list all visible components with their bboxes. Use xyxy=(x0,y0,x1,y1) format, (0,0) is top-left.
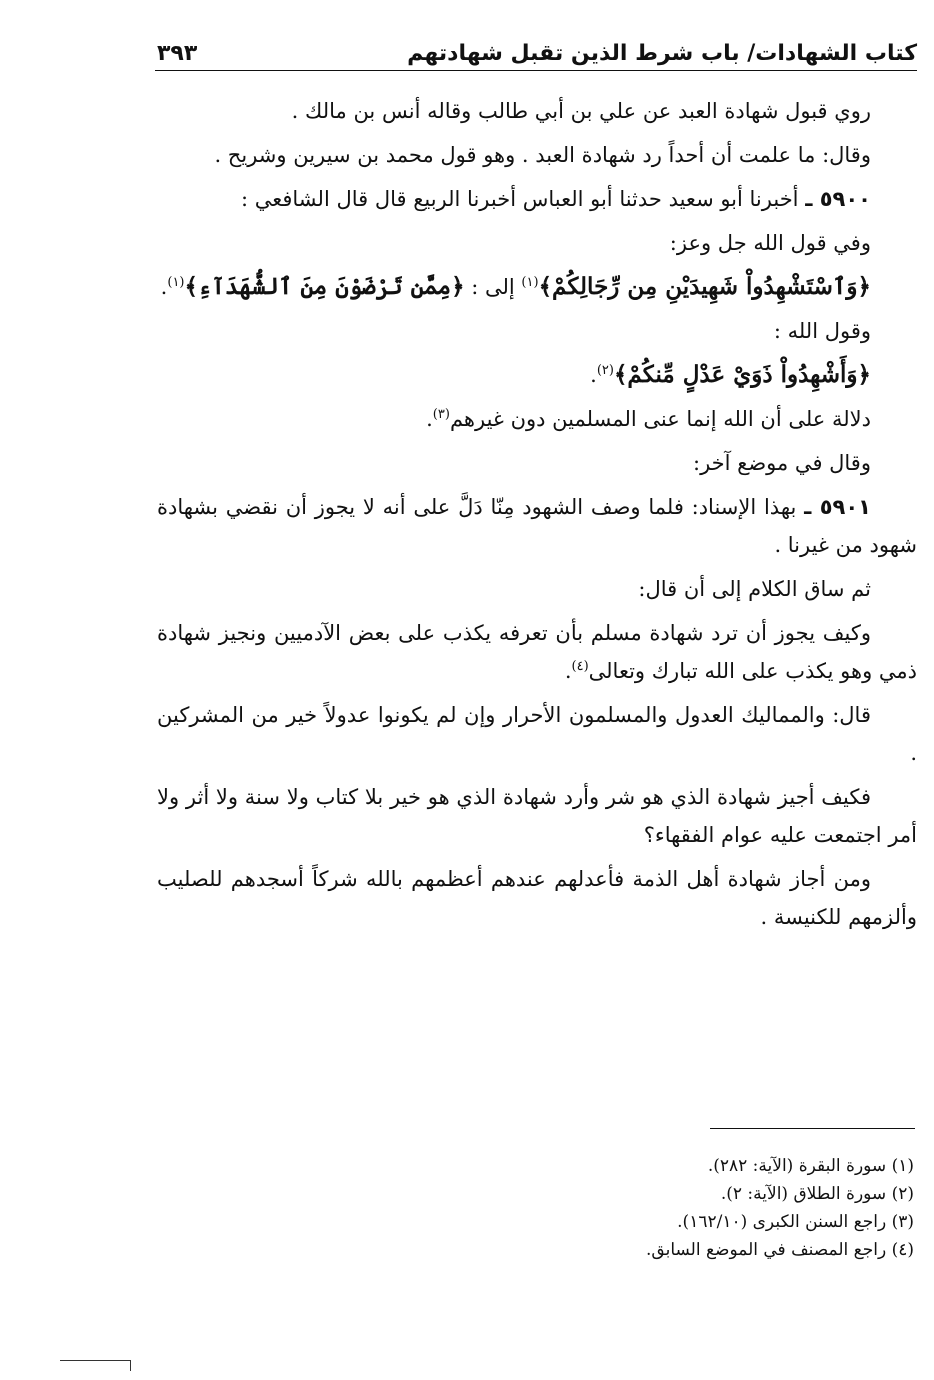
paragraph-8: دلالة على أن الله إنما عنى المسلمين دون غيرهم$^{(٣)}$. xyxy=(426,407,871,431)
hadith-number: ٥٩٠١ ـ xyxy=(804,495,871,519)
quran-verse: ﴿وَٱسْتَشْهِدُواْ شَهِيدَيْنِ مِن رِّجَالِكُمْ﴾ xyxy=(538,273,871,300)
paragraph-14: فكيف أجيز شهادة الذي هو شر وأرد شهادة الذي هو خير بلا كتاب ولا سنة ولا أثر ولا أمر اجتمعت عليه عوام الفقهاء؟ xyxy=(157,785,917,847)
paragraph-15: ومن أجاز شهادة أهل الذمة فأعدلهم عندهم أعظمهم بالله شركاً أسجدهم للصليب وألزمهم للكنيسة . xyxy=(157,867,917,929)
paragraph-7: ﴿وَأَشْهِدُواْ ذَوَيْ عَدْلٍ مِّنكُمْ﴾$^{(٢)}$. xyxy=(590,361,871,388)
footnote-1: (١) سورة البقرة (الآية: ٢٨٢). xyxy=(707,1156,914,1176)
footnote-divider xyxy=(710,1128,915,1129)
footnote-ref: (١) xyxy=(521,275,539,290)
hadith-number: ٥٩٠٠ ـ xyxy=(805,187,871,211)
paragraph-4: وفي قول الله جل وعز: xyxy=(669,231,871,255)
main-text xyxy=(157,92,917,942)
paragraph-9: وقال في موضع آخر: xyxy=(693,451,871,475)
footnotes xyxy=(300,1152,914,1264)
footnote-2: (٢) سورة الطلاق (الآية: ٢). xyxy=(720,1184,914,1204)
paragraph-6: وقول الله : xyxy=(773,319,871,343)
paragraph-2: وقال: ما علمت أن أحداً رد شهادة العبد . وهو قول محمد بن سيرين وشريح . xyxy=(214,143,871,167)
running-title: كتاب الشهادات/ باب شرط الذين تقبل شهادتهم xyxy=(407,41,917,66)
paragraph-3: ٥٩٠٠ ـ أخبرنا أبو سعيد حدثنا أبو العباس أخبرنا الربيع قال قال الشافعي : xyxy=(240,187,871,211)
footnote-ref: (٢) xyxy=(596,363,614,378)
footnote-ref: (١) xyxy=(167,275,185,290)
paragraph-13: قال: والمماليك العدول والمسلمون الأحرار وإن لم يكونوا عدولاً خير من المشركين . xyxy=(157,703,917,765)
quran-verse: ﴿مِمَّن تَرْضَوْنَ مِنَ ٱلشُّهَدَآءِ﴾ xyxy=(184,273,465,300)
page-header xyxy=(155,30,917,71)
paragraph-1: روي قبول شهادة العبد عن علي بن أبي طالب وقاله أنس بن مالك . xyxy=(291,99,871,123)
paragraph-10: ٥٩٠١ ـ بهذا الإسناد: فلما وصف الشهود مِنّا دَلَّ على أنه لا يجوز أن نقضي بشهادة شهود من غيرنا . xyxy=(157,495,917,557)
footnote-4: (٤) راجع المصنف في الموضع السابق. xyxy=(646,1240,914,1260)
quran-verse: ﴿وَأَشْهِدُواْ ذَوَيْ عَدْلٍ مِّنكُمْ﴾ xyxy=(613,361,871,388)
paragraph-11: ثم ساق الكلام إلى أن قال: xyxy=(638,577,871,601)
footnote-ref: (٣) xyxy=(432,407,450,422)
page-number: ٣٩٣ xyxy=(157,41,198,66)
paragraph-5: ﴿وَٱسْتَشْهِدُواْ شَهِيدَيْنِ مِن رِّجَالِكُمْ﴾$^{(١)}$ إلى : ﴿مِمَّن تَرْضَوْنَ مِنَ ٱلشُّهَدَآءِ﴾$^{(١)}$. xyxy=(160,273,871,300)
paragraph-12: وكيف يجوز أن ترد شهادة مسلم بأن تعرفه يكذب على بعض الآدميين ونجيز شهادة ذمي وهو يكذب على الله تبارك وتعالى$^{(٤)}$. xyxy=(157,621,917,683)
footnote-3: (٣) راجع السنن الكبرى (١٦٢/١٠). xyxy=(677,1212,914,1232)
printer-mark xyxy=(60,1360,131,1371)
footnote-ref: (٤) xyxy=(571,659,589,674)
